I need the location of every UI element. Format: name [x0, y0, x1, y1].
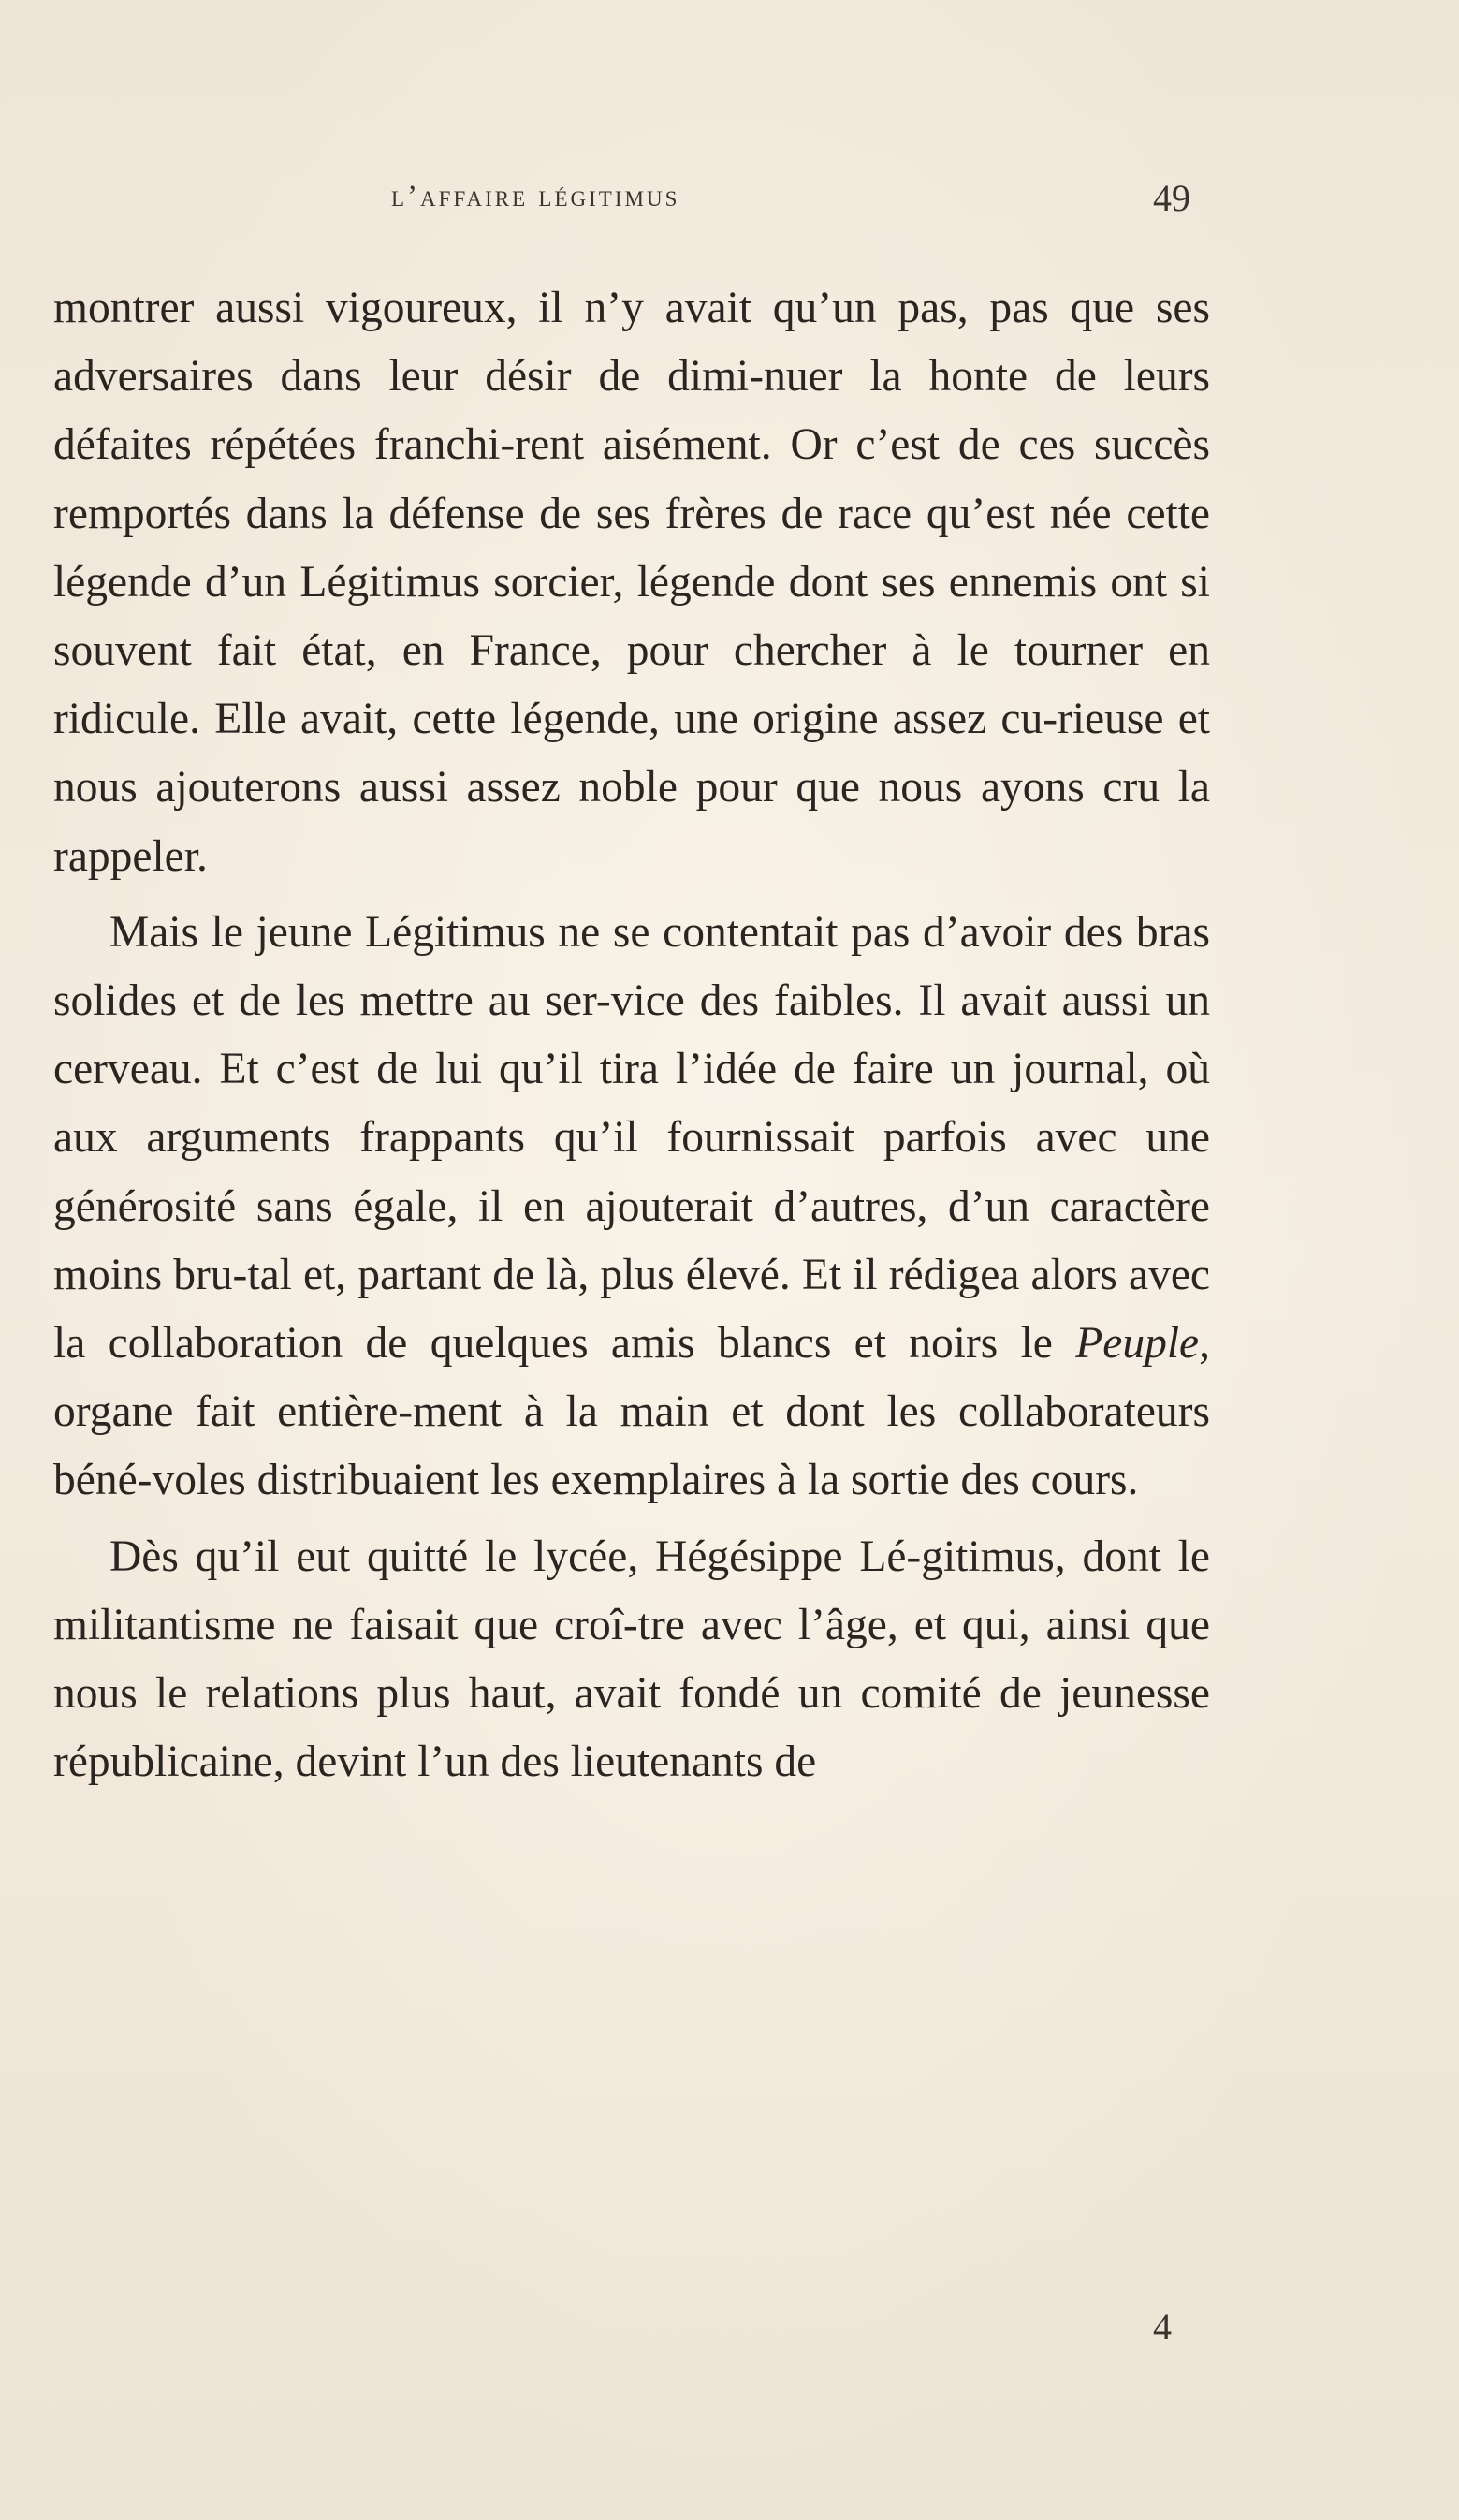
signature-mark: 4	[1153, 2306, 1172, 2348]
page-number: 49	[1153, 177, 1190, 219]
paragraph-2-tail: , organe fait entière-ment à la main et dont les collaborateurs béné-voles distribuaient les exemplaires à la sortie des cours.	[53, 1319, 1210, 1505]
body-text	[53, 274, 1210, 1796]
journal-title: Peuple	[1075, 1319, 1200, 1369]
running-title: l’affaire légitimus	[391, 180, 680, 213]
paragraph-2-text: Mais le jeune Légitimus ne se contentait pas d’avoir des bras solides et de les mettre au ser-vice des faibles. Il avait aussi un cerveau. Et c’est de lui qu’il tira l’idée de faire un journal, où aux arguments frappants qu’il fournissait parfois avec une générosité sans égale, il en ajouterait d’autres, d’un caractère moins bru-tal et, partant de là, plus élevé. Et il rédigea alors avec la collaboration de quelques amis blancs et noirs le	[53, 907, 1210, 1369]
running-head	[0, 177, 1459, 227]
paragraph-3: Dès qu’il eut quitté le lycée, Hégésippe Lé-gitimus, dont le militantisme ne faisait que croî-tre avec l’âge, et qui, ainsi que nous le relations plus haut, avait fondé un comité de jeunesse républicaine, devint l’un des lieutenants de	[53, 1531, 1210, 1787]
paragraph-2	[53, 899, 1210, 1516]
paragraph-1: montrer aussi vigoureux, il n’y avait qu’un pas, pas que ses adversaires dans leur désir de dimi-nuer la honte de leurs défaites répétées franchi-rent aisément. Or c’est de ces succès remportés dans la défense de ses frères de race qu’est née cette légende d’un Légitimus sorcier, légende dont ses ennemis ont si souvent fait état, en France, pour chercher à le tourner en ridicule. Elle avait, cette légende, une origine assez cu-rieuse et nous ajouterons aussi assez noble pour que nous ayons cru la rappeler.	[53, 284, 1210, 881]
